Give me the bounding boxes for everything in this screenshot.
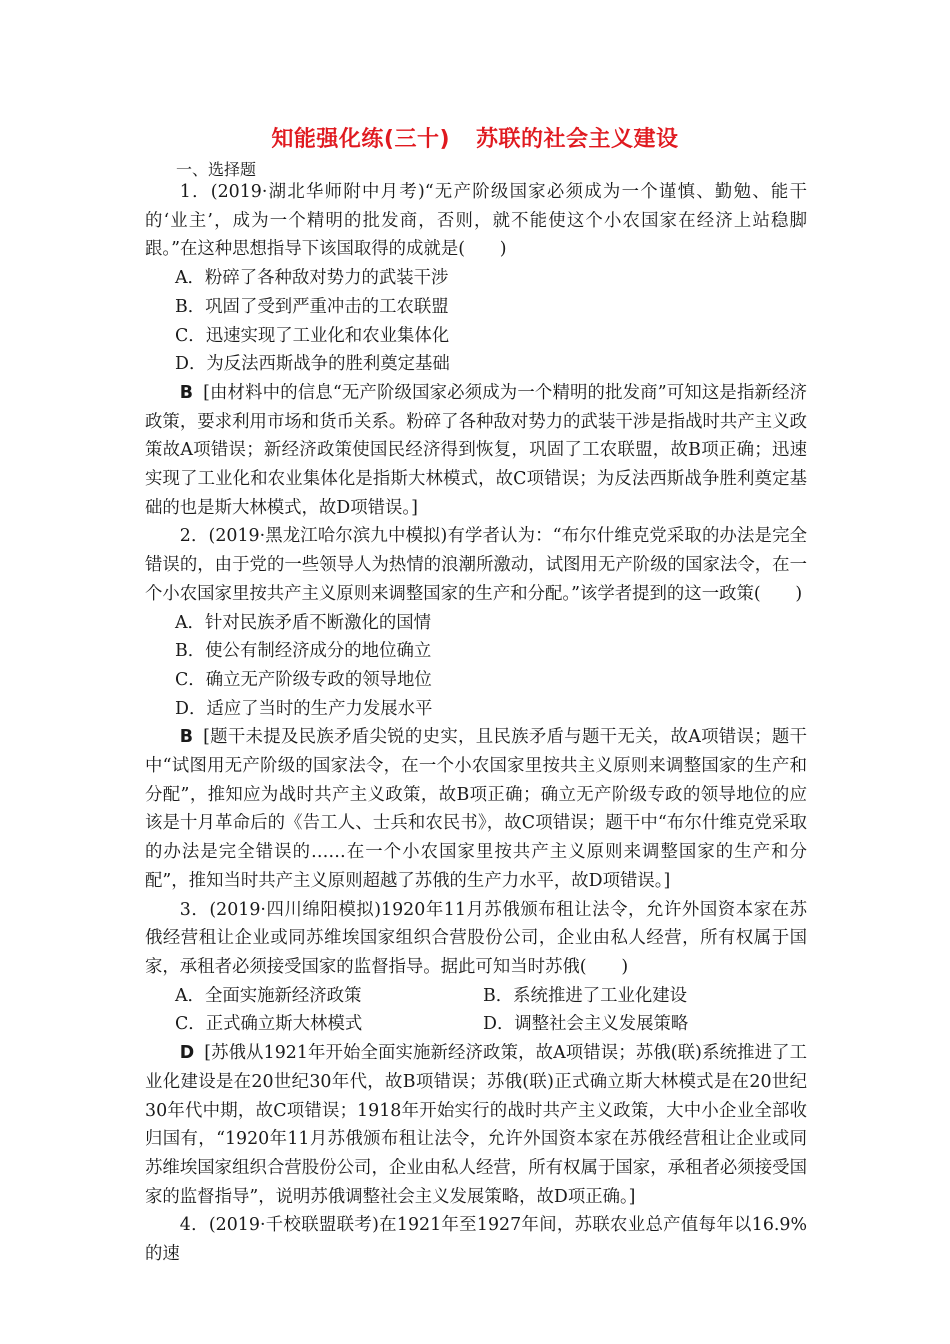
question-1-option-d: D．为反法西斯战争的胜利奠定基础: [175, 354, 450, 375]
question-2-option-b: B．使公有制经济成分的地位确立: [175, 641, 432, 662]
question-3-explanation: [苏俄从1921年开始全面实施新经济政策，故A项错误；苏俄(联)系统推进了工业化建设是在20世纪30年代，故B项错误；苏俄(联)正式确立斯大林模式是在20世纪30年代中期，故C项错误；1918年开始实行的战时共产主义政策，大中小企业全部收归国有，“1920年11月苏俄颁布租让法令，允许外国资本家在苏俄经营租让企业或同苏维埃国家组织合营股份公司，企业由私人经营，所有权属于国家，承租者必须接受国家的监督指导”，说明苏俄调整社会主义发展策略，故D项正确。]: [145, 1043, 807, 1207]
question-3-answer-block: [145, 1039, 807, 1211]
question-3-answer: D: [179, 1043, 195, 1064]
title-sub: 苏联的社会主义建设: [476, 127, 679, 152]
question-3-option-d: D．调整社会主义发展策略: [483, 1014, 689, 1035]
question-2-answer-block: [145, 723, 807, 895]
question-1-option-c: C．迅速实现了工业化和农业集体化: [175, 325, 450, 346]
question-3-stem: 3．(2019·四川绵阳模拟)1920年11月苏俄颁布租让法令，允许外国资本家在苏俄经营租让企业或同苏维埃国家组织合营股份公司，企业由私人经营，所有权属于国家，承租者必须接受国家的监督指导。据此可知当时苏俄( ): [145, 899, 807, 977]
question-3-option-c: C．正式确立斯大林模式: [175, 1014, 363, 1035]
question-1-stem: 1．(2019·湖北华师附中月考)“无产阶级国家必须成为一个谨慎、勤勉、能干的‘业主’，成为一个精明的批发商，否则，就不能使这个小农国家在经济上站稳脚跟。”在这种思想指导下该国取得的成就是( ): [145, 182, 807, 260]
question-2-option-c: C．确立无产阶级专政的领导地位: [175, 669, 432, 690]
question-3-option-a: A．全面实施新经济政策: [175, 985, 362, 1006]
question-3-option-b: B．系统推进了工业化建设: [483, 985, 688, 1006]
title-main: 知能强化练(三十): [271, 127, 451, 152]
question-2-explanation: [题干未提及民族矛盾尖锐的史实，且民族矛盾与题干无关，故A项错误；题干中“试图用无产阶级的国家法令，在一个小农国家里按共主义原则来调整国家的生产和分配”，推知应为战时共产主义政策，故B项正确；确立无产阶级专政的领导地位的应该是十月革命后的《告工人、士兵和农民书》，故C项错误；题干中“布尔什维克党采取的办法是完全错误的……在一个小农国家里按共产主义原则来调整国家的生产和分配”，推知当时共产主义原则超越了苏俄的生产力水平，故D项错误。]: [145, 727, 807, 891]
question-2-option-a: A．针对民族矛盾不断激化的国情: [175, 612, 432, 633]
question-2-stem: 2．(2019·黑龙江哈尔滨九中模拟)有学者认为：“布尔什维克党采取的办法是完全错误的，由于党的一些领导人为热情的浪潮所激动，试图用无产阶级的国家法令，在一个小农国家里按共产主义原则来调整国家的生产和分配。”该学者提到的这一政策( ): [145, 526, 807, 604]
question-1-answer: B: [179, 382, 194, 403]
question-1-option-a: A．粉碎了各种敌对势力的武装干涉: [175, 268, 449, 289]
question-1-answer-block: [145, 379, 807, 523]
question-3-options-row-2: [145, 1010, 807, 1039]
question-1-option-b: B．巩固了受到严重冲击的工农联盟: [175, 296, 449, 317]
question-1-explanation: [由材料中的信息“无产阶级国家必须成为一个精明的批发商”可知这是指新经济政策，要求利用市场和货币关系。粉碎了各种敌对势力的武装干涉是指战时共产主义政策故A项错误；新经济政策使国民经济得到恢复，巩固了工农联盟，故B项正确；迅速实现了工业化和农业集体化是指斯大林模式，故C项错误；为反法西斯战争胜利奠定基础的也是斯大林模式，故D项错误。]: [145, 382, 807, 518]
section-heading: 一、选择题: [176, 160, 257, 179]
document-body: [145, 178, 807, 1269]
question-2-option-d: D．适应了当时的生产力发展水平: [175, 698, 433, 719]
page-title: [0, 122, 950, 153]
question-4-stem: 4．(2019·千校联盟联考)在1921年至1927年间，苏联农业总产值每年以16.9%的速: [145, 1215, 807, 1265]
question-3-options-row-1: [145, 982, 807, 1011]
question-2-answer: B: [179, 727, 194, 748]
